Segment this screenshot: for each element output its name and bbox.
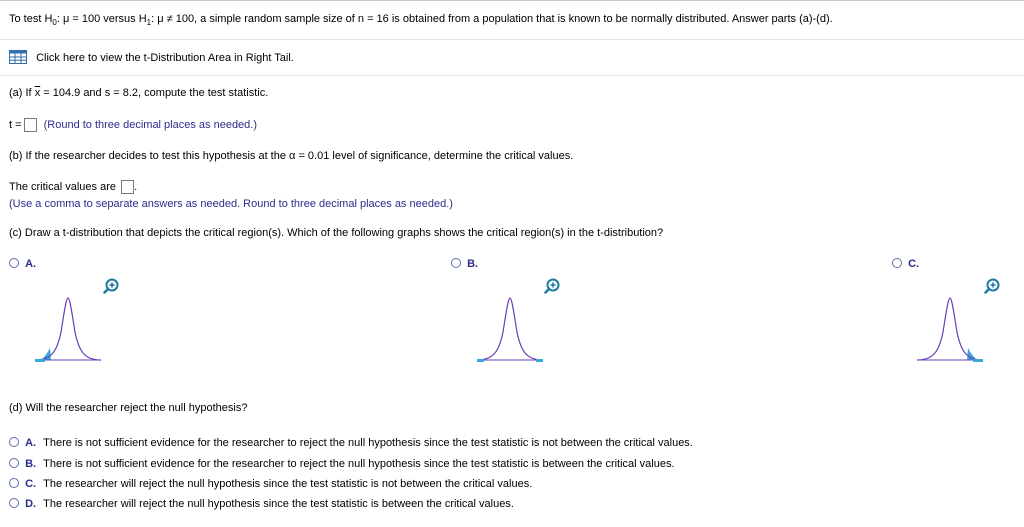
part-a-answer-row xyxy=(9,118,257,132)
shaded-region-right xyxy=(967,348,983,360)
option-d-b[interactable]: B. There is not sufficient evidence for the researcher to reject the null hypothesis since the test statistic is between the critical values. xyxy=(9,458,675,470)
option-d-b-text: There is not sufficient evidence for the researcher to reject the null hypothesis since the test statistic is between the critical values. xyxy=(43,458,675,470)
radio-c-b[interactable] xyxy=(451,258,461,268)
option-d-c[interactable]: C. The researcher will reject the null hypothesis since the test statistic is not between the critical values. xyxy=(9,478,532,490)
part-a-question: (a) If $\overline{x} = 104.9$ and s = 8.2, compute the test statistic. xyxy=(9,87,269,99)
t-table-link-label[interactable]: Click here to view the t-Distribution Area in Right Tail. xyxy=(36,52,294,64)
option-c-a[interactable]: A. xyxy=(9,258,36,270)
xbar-symbol: $\overline{x}$ xyxy=(34,87,41,99)
part-d-question: (d) Will the researcher reject the null hypothesis? xyxy=(9,402,248,414)
option-c-b[interactable]: B. xyxy=(451,258,478,270)
part-a-hint: (Round to three decimal places as needed.) xyxy=(43,119,258,131)
part-b-answer-row: The critical values are . xyxy=(9,181,138,193)
table-icon xyxy=(9,50,27,64)
option-c-c[interactable]: C. xyxy=(892,258,919,270)
radio-c-c[interactable] xyxy=(892,258,902,268)
critical-values-input[interactable] xyxy=(121,180,134,194)
radio-d-a[interactable] xyxy=(9,437,19,447)
option-d-c-text: The researcher will reject the null hypothesis since the test statistic is not between the critical values. xyxy=(43,478,533,490)
radio-d-c[interactable] xyxy=(9,478,19,488)
option-d-a[interactable]: A. There is not sufficient evidence for the researcher to reject the null hypothesis since the test statistic is not between the critical values. xyxy=(9,437,693,449)
radio-d-b[interactable] xyxy=(9,458,19,468)
shaded-region-left xyxy=(35,348,51,360)
option-d-d-text: The researcher will reject the null hypothesis since the test statistic is between the critical values. xyxy=(43,498,514,510)
t-label: t = xyxy=(9,119,22,131)
t-table-link[interactable] xyxy=(9,50,294,64)
zoom-in-icon[interactable] xyxy=(984,278,1000,294)
problem-statement: To test $H_0$: μ = 100 versus $H_1$: μ ≠ 100, a simple random sample size of n = 16 is obtained from a population that is known to be normally distributed. Answer parts (a)-(d). xyxy=(9,13,833,28)
part-c-question: (c) Draw a t-distribution that depicts the critical region(s). Which of the following graphs shows the critical region(s) in the t-distribution? xyxy=(9,227,664,239)
radio-d-d[interactable] xyxy=(9,498,19,508)
graph-a-left-tail xyxy=(33,292,103,367)
divider xyxy=(0,75,1024,76)
zoom-in-icon[interactable] xyxy=(544,278,560,294)
part-b-hint: (Use a comma to separate answers as needed. Round to three decimal places as needed.) xyxy=(9,198,453,210)
t-statistic-input[interactable] xyxy=(24,118,37,132)
zoom-in-icon[interactable] xyxy=(103,278,119,294)
divider xyxy=(0,39,1024,40)
top-border xyxy=(0,0,1024,1)
graph-b-two-tails xyxy=(475,292,545,367)
graph-c-right-tail xyxy=(915,292,985,367)
part-b-question: (b) If the researcher decides to test this hypothesis at the α = 0.01 level of significance, determine the critical values. xyxy=(9,150,574,162)
radio-c-a[interactable] xyxy=(9,258,19,268)
option-d-d[interactable]: D. The researcher will reject the null hypothesis since the test statistic is between the critical values. xyxy=(9,498,514,510)
option-d-a-text: There is not sufficient evidence for the researcher to reject the null hypothesis since the test statistic is not between the critical values. xyxy=(43,437,693,449)
